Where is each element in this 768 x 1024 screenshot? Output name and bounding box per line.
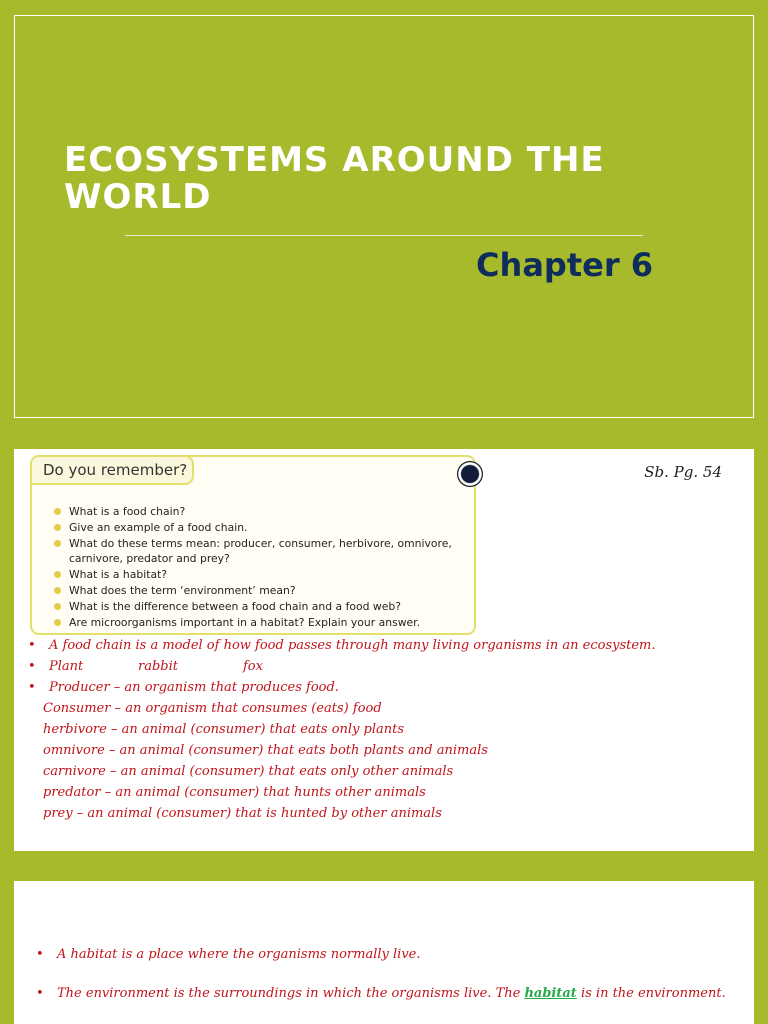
list-item: What is a food chain? bbox=[52, 504, 457, 520]
list-item: Give an example of a food chain. bbox=[52, 520, 457, 536]
chain-plant: Plant bbox=[49, 659, 84, 674]
page-reference: Sb. Pg. 54 bbox=[644, 463, 722, 481]
habitat-slide bbox=[14, 881, 754, 1024]
note-chain-example bbox=[28, 656, 748, 677]
list-item: What do these terms mean: producer, consumer, herbivore, omnivore, carnivore, predator and prey? bbox=[52, 536, 457, 568]
box-heading: Do you remember? bbox=[30, 455, 194, 485]
definition-line: prey – an animal (consumer) that is hunted by other animals bbox=[43, 806, 442, 821]
list-item: What does the term ‘environment’ mean? bbox=[52, 583, 457, 599]
title-divider bbox=[125, 235, 643, 236]
environment-text: The environment is the surroundings in which the organisms live. The bbox=[57, 986, 525, 1001]
definition-line: predator – an animal (consumer) that hunts other animals bbox=[43, 785, 426, 800]
definition-line: carnivore – an animal (consumer) that eats only other animals bbox=[43, 764, 454, 779]
note-food-chain: • A food chain is a model of how food passes through many living organisms in an ecosystem. bbox=[28, 635, 748, 656]
note-habitat: • A habitat is a place where the organisms normally live. bbox=[36, 947, 746, 962]
habitat-notes bbox=[36, 947, 746, 1024]
list-item: What is a habitat? bbox=[52, 567, 457, 583]
slide-title: ECOSYSTEMS AROUND THE WORLD bbox=[64, 140, 605, 217]
definition-line: Consumer – an organism that consumes (eats) food bbox=[43, 701, 382, 716]
question-list bbox=[52, 504, 457, 630]
list-item: What is the difference between a food chain and a food web? bbox=[52, 599, 457, 615]
note-environment bbox=[36, 986, 746, 1001]
note-producer: • Producer – an organism that produces food. bbox=[28, 677, 748, 698]
habitat-highlight: habitat bbox=[524, 986, 577, 1001]
definition-line: omnivore – an animal (consumer) that eats both plants and animals bbox=[43, 743, 488, 758]
review-slide bbox=[14, 449, 754, 851]
handwritten-notes bbox=[28, 635, 748, 824]
title-slide bbox=[14, 15, 754, 418]
do-you-remember-box bbox=[30, 455, 476, 635]
target-circle-icon bbox=[457, 461, 483, 487]
slide-subtitle: Chapter 6 bbox=[476, 246, 653, 284]
chain-fox: fox bbox=[243, 659, 263, 674]
chain-rabbit: rabbit bbox=[138, 659, 178, 674]
definition-line: herbivore – an animal (consumer) that eats only plants bbox=[43, 722, 405, 737]
list-item: Are microorganisms important in a habitat? Explain your answer. bbox=[52, 615, 457, 631]
environment-text-end: is in the environment. bbox=[576, 986, 726, 1001]
